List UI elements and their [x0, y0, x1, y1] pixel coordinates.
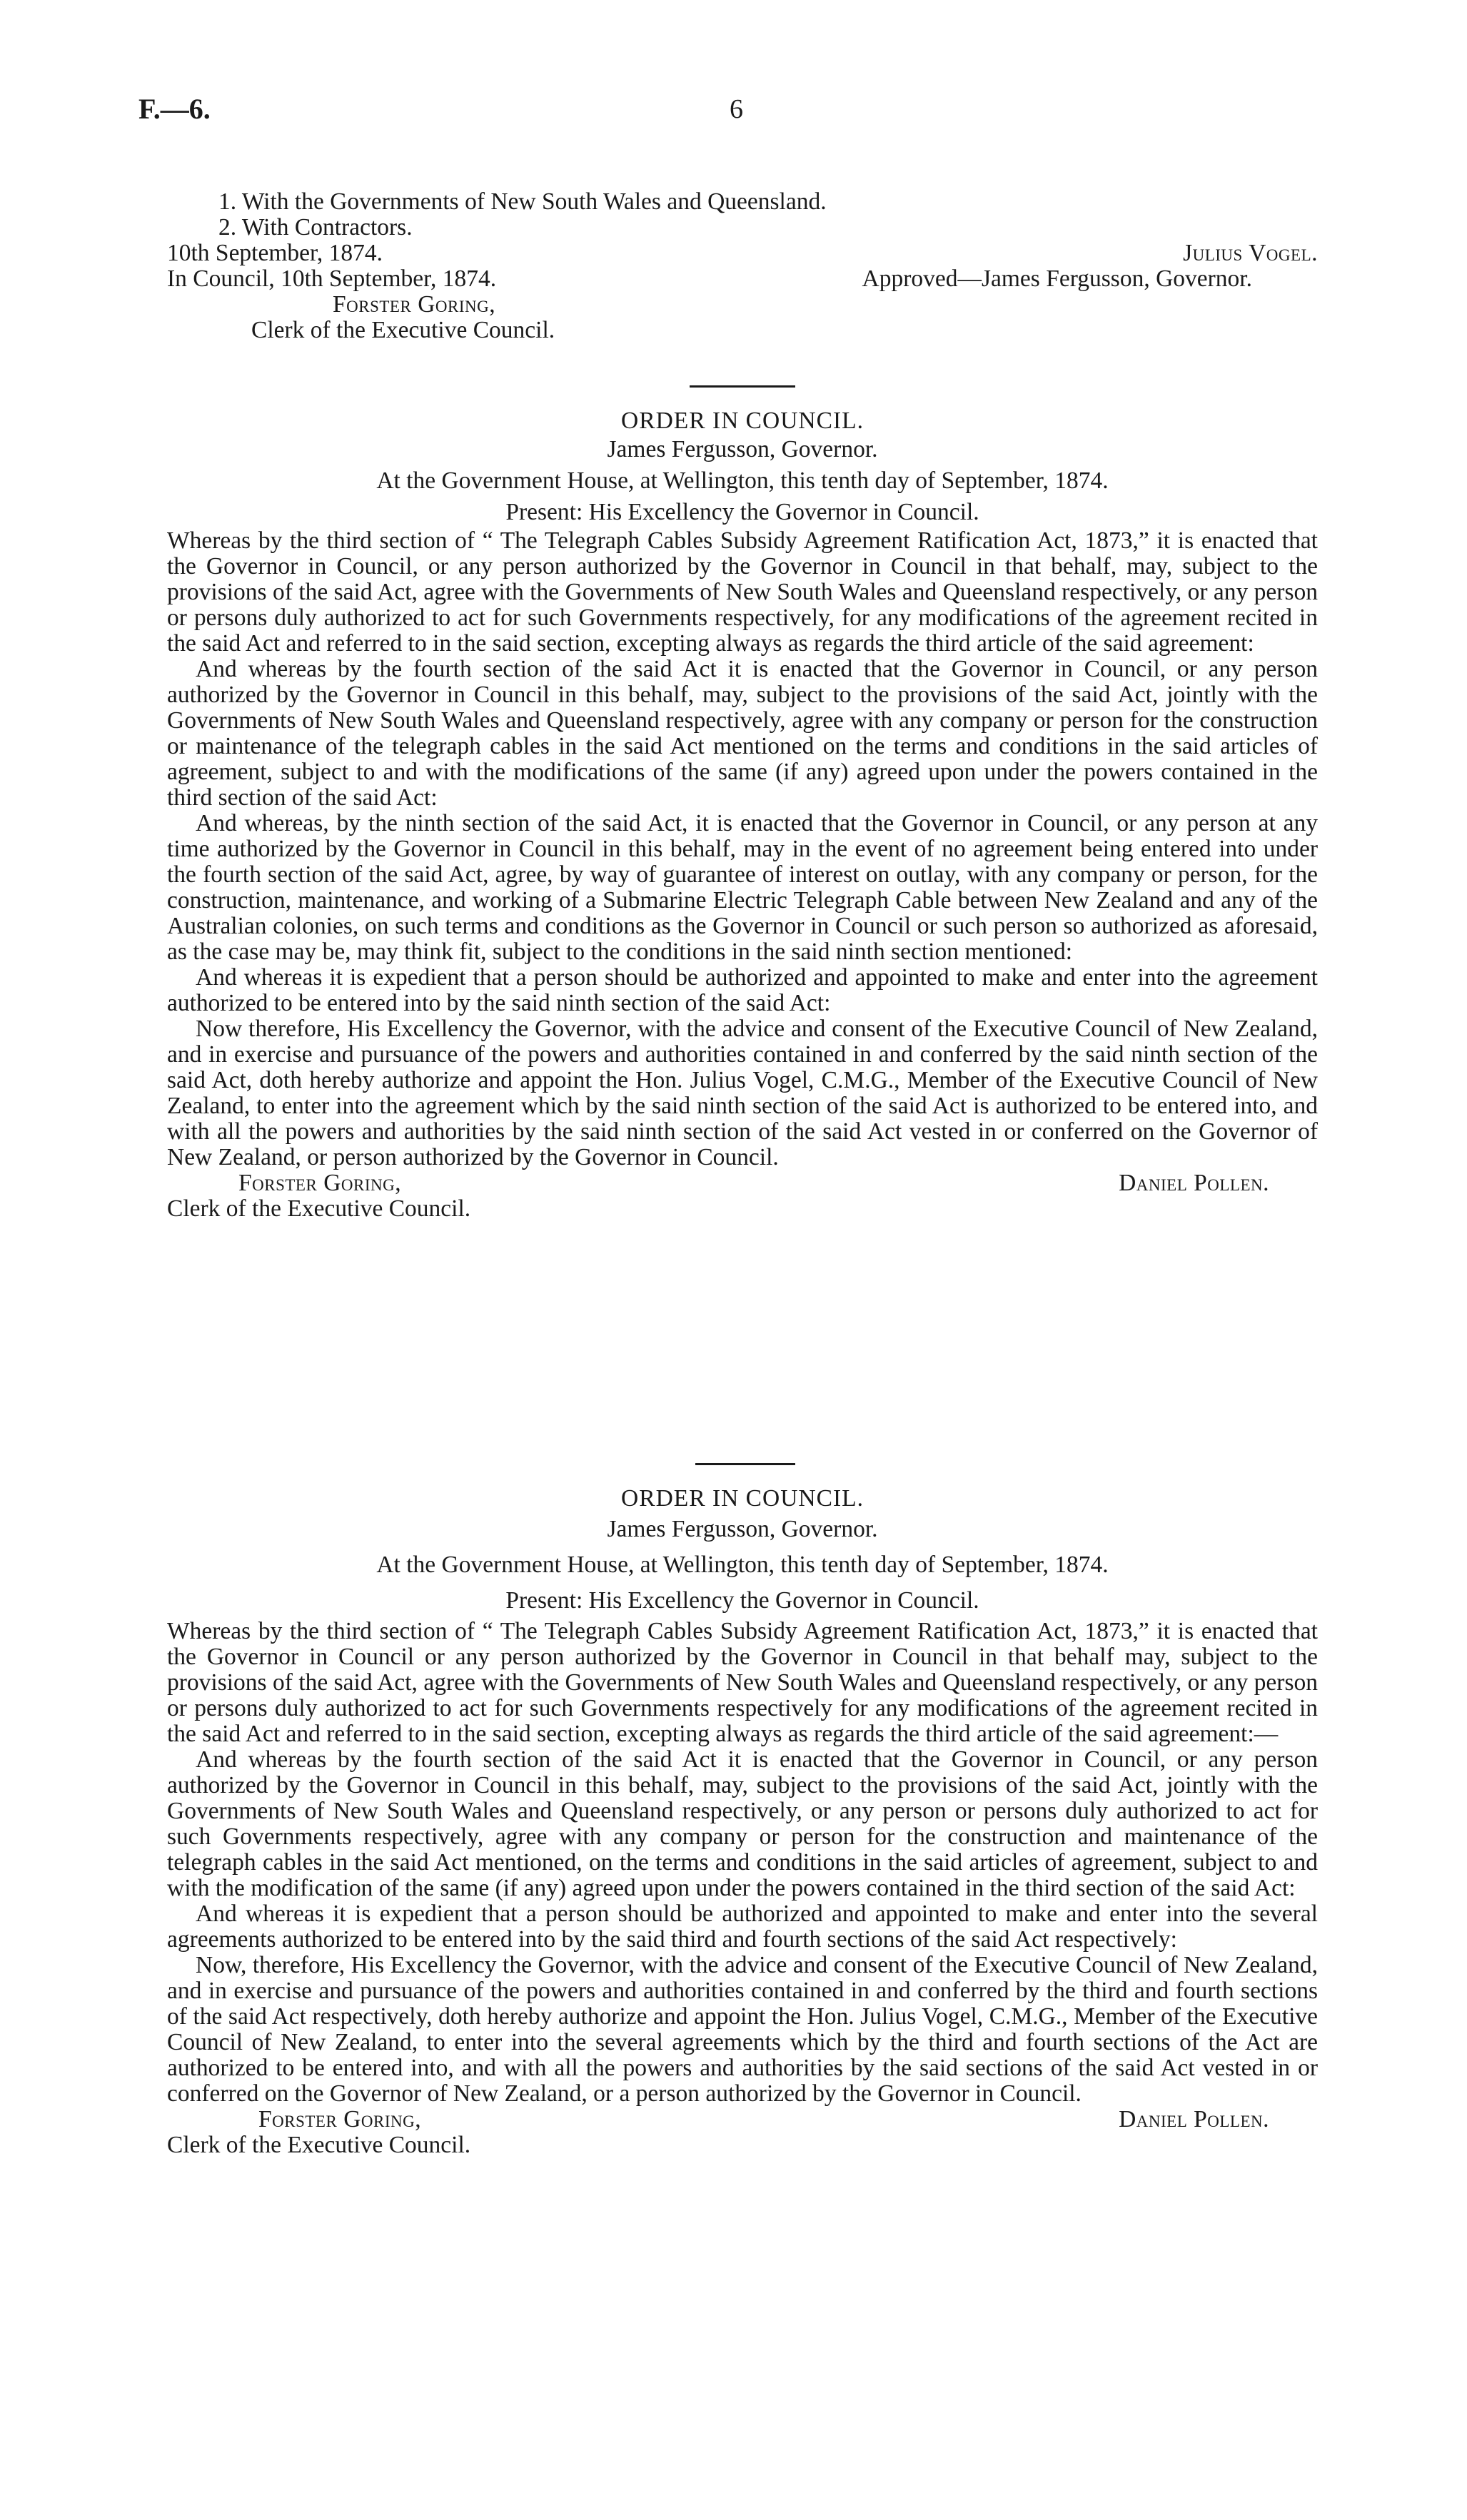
paper-code: F.—6. — [138, 93, 211, 125]
order-place-date: At the Government House, at Wellington, this tenth day of September, 1874. — [376, 467, 1109, 494]
intro-signer: Julius Vogel. — [1183, 240, 1318, 266]
order-paragraph: And whereas it is expedient that a person should be authorized and appointed to make and enter into the several agreements authorized to be entered into by the said third and fourth sections of the said Act respectively: — [167, 1901, 1318, 1953]
order-signer: Daniel Pollen. — [1119, 2106, 1269, 2132]
clerk-title: Clerk of the Executive Council. — [167, 2132, 471, 2158]
order-signer: Daniel Pollen. — [1119, 1170, 1269, 1196]
page-number: 6 — [730, 94, 743, 124]
date-signer-row — [167, 241, 1318, 266]
clerk-name: Forster Goring, — [333, 291, 496, 318]
order-paragraph: And whereas it is expedient that a person should be authorized and appointed to make and enter into the agreement authorized to be entered into by the said ninth section of the said Act: — [167, 964, 1318, 1016]
council-date-line: In Council, 10th September, 1874. — [167, 265, 497, 292]
approved-line: Approved—James Fergusson, Governor. — [862, 265, 1252, 292]
divider-line — [690, 385, 795, 388]
intro-block — [167, 189, 1318, 343]
order-governor: James Fergusson, Governor. — [607, 1516, 878, 1542]
clerk-title: Clerk of the Executive Council. — [167, 1195, 471, 1222]
order-governor: James Fergusson, Governor. — [607, 436, 878, 462]
order-in-council-1 — [167, 378, 1318, 1222]
order-paragraph: Now, therefore, His Excellency the Governor, with the advice and consent of the Executive Council of New Zealand, and in exercise and pursuance of the powers and authorities contained in and conferred by the third and fourth sections of the said Act respectively, doth hereby authorize and appoint the Hon. Julius Vogel, C.M.G., Member of the Executive Council of New Zealand, to enter into the several agreements which by the third and fourth sections of the Act are authorized to be entered into, and with all the powers and authorities by the said sections of the said Act vested in or conferred on the Governor of New Zealand, or a person authorized by the Governor in Council. — [167, 1952, 1318, 2107]
order-place-date: At the Government House, at Wellington, this tenth day of September, 1874. — [376, 1552, 1109, 1578]
order-paragraph: And whereas, by the ninth section of the said Act, it is enacted that the Governor in Council, or any person at any time authorized by the Governor in Council in this behalf, may in the event of no agreement being entered into under the fourth section of the said Act, agree, by way of guarantee of interest on outlay, with any company or person, for the construction, maintenance, and working of a Submarine Electric Telegraph Cable between New Zealand and any of the Australian colonies, on such terms and conditions as the Governor in Council or such person so authorized as aforesaid, as the case may be, may think fit, subject to the conditions in the said ninth section mentioned: — [167, 810, 1318, 965]
page-header — [138, 93, 1318, 132]
order-paragraph: Whereas by the third section of “ The Telegraph Cables Subsidy Agreement Ratification Act, 1873,” it is enacted that the Governor in Council, or any person authorized by the Governor in Council in that behalf, may, subject to the provisions of the said Act, agree with the Governments of New South Wales and Queensland respectively, or any person or persons duly authorized to act for such Governments respectively, for any modifications of the agreement recited in the said Act and referred to in the said section, excepting always as regards the third article of the said agreement: — [167, 527, 1318, 657]
clerk-name: Forster Goring, — [238, 1170, 402, 1196]
order-present: Present: His Excellency the Governor in Council. — [505, 1587, 979, 1614]
order-paragraph: Now therefore, His Excellency the Governor, with the advice and consent of the Executive Council of New Zealand, and in exercise and pursuance of the powers and authorities contained in and conferred by the said ninth section of the said Act, doth hereby authorize and appoint the Hon. Julius Vogel, C.M.G., Member of the Executive Council of New Zealand, to enter into the agreement which by the said ninth section of the said Act is authorized to be entered into, and with all the powers and authorities by the said ninth section of the said Act vested in or conferred on the Governor of New Zealand, or person authorized by the Governor in Council. — [167, 1016, 1318, 1170]
order-title: ORDER IN COUNCIL. — [621, 1485, 864, 1512]
signature-row — [167, 1170, 1318, 1196]
intro-date: 10th September, 1874. — [167, 240, 383, 266]
signature-row — [167, 2107, 1318, 2132]
order-title: ORDER IN COUNCIL. — [621, 408, 864, 434]
order-paragraph: And whereas by the fourth section of the said Act it is enacted that the Governor in Council, or any person authorized by the Governor in Council in this behalf, may, subject to the provisions of the said Act, jointly with the Governments of New South Wales and Queensland respectively, agree with any company or person for the construction or maintenance of the telegraph cables in the said Act mentioned on the terms and conditions in the said articles of agreement, subject to and with the modifications of the same (if any) agreed upon under the powers contained in the third section of the said Act: — [167, 656, 1318, 811]
order-paragraph: And whereas by the fourth section of the said Act it is enacted that the Governor in Council, or any person authorized by the Governor in Council in this behalf, may, subject to the provisions of the said Act, jointly with the Governments of New South Wales and Queensland respectively, or any person or persons duly authorized to act for such Governments respectively, agree with any company or person for the construction and maintenance of the telegraph cables in the said Act mentioned, on the terms and conditions in the said articles of agreement, subject to and with the modification of the same (if any) agreed upon under the powers contained in the third section of the said Act: — [167, 1746, 1318, 1901]
list-item: 2. With Contractors. — [218, 214, 413, 241]
order-present: Present: His Excellency the Governor in Council. — [505, 499, 979, 525]
divider — [167, 1456, 1318, 1473]
clerk-title: Clerk of the Executive Council. — [251, 317, 555, 343]
divider — [167, 378, 1318, 395]
order-paragraph: Whereas by the third section of “ The Telegraph Cables Subsidy Agreement Ratification Act, 1873,” it is enacted that the Governor in Council or any person authorized by the Governor in Council in that behalf may, subject to the provisions of the said Act, agree with the Governments of New South Wales and Queensland respectively, or any person or persons duly authorized to act for such Governments respectively for any modifications of the agreement recited in the said Act and referred to in the said section, excepting always as regards the third article of the said agreement:— — [167, 1618, 1318, 1747]
council-approved-row — [167, 266, 1318, 292]
divider-line — [695, 1463, 795, 1465]
list-item: 1. With the Governments of New South Wales and Queensland. — [218, 188, 827, 215]
order-in-council-2 — [167, 1456, 1318, 2158]
clerk-name: Forster Goring, — [258, 2106, 422, 2132]
